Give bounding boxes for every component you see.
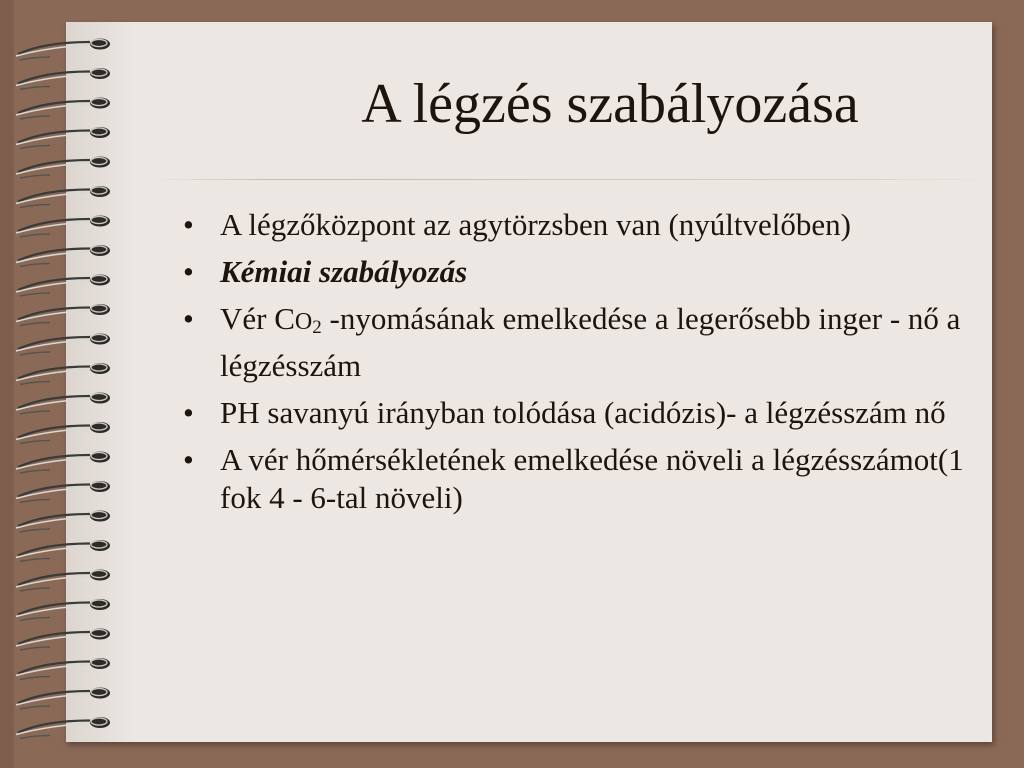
bullet-text-prefix: Vér C	[220, 301, 295, 336]
bullet-list	[183, 206, 993, 526]
spiral-ring	[16, 304, 110, 326]
spiral-ring	[16, 157, 110, 179]
bullet-text-suffix: -nyomásának emelkedése a legerősebb inger - nő a légzésszám	[220, 301, 961, 383]
spiral-ring	[16, 127, 110, 149]
bullet-text: A vér hőmérsékletének emelkedése növeli a légzésszámot(1 fok 4 - 6-tal növeli)	[220, 442, 964, 515]
bullet-text-o: O	[294, 309, 313, 335]
spiral-ring	[16, 186, 110, 208]
bullet-icon: •	[183, 301, 194, 336]
spiral-ring	[16, 245, 110, 267]
spiral-ring	[16, 629, 110, 651]
bullet-icon: •	[183, 254, 194, 289]
bullet-text: PH savanyú irányban tolódása (acidózis)- a légzésszám nő	[220, 395, 946, 430]
spiral-ring	[16, 216, 110, 238]
spiral-ring	[16, 717, 110, 739]
spiral-ring	[16, 275, 110, 297]
bullet-item	[183, 394, 993, 432]
bullet-item	[183, 253, 993, 291]
spiral-binding	[6, 18, 126, 748]
bullet-icon: •	[183, 207, 194, 242]
title-divider	[150, 179, 975, 180]
bullet-icon: •	[183, 442, 194, 477]
spiral-ring	[16, 422, 110, 444]
spiral-ring	[16, 658, 110, 680]
spiral-ring	[16, 570, 110, 592]
spiral-ring	[16, 511, 110, 533]
spiral-ring	[16, 540, 110, 562]
spiral-ring	[16, 363, 110, 385]
spiral-ring	[16, 688, 110, 710]
spiral-ring	[16, 393, 110, 415]
slide-title: A légzés szabályozása	[361, 73, 859, 135]
spiral-ring	[16, 452, 110, 474]
spiral-ring	[16, 68, 110, 90]
bullet-item	[183, 206, 993, 244]
bullet-text-subscript: 2	[312, 317, 322, 338]
spiral-ring	[16, 481, 110, 503]
bullet-item	[183, 300, 993, 385]
bullet-text-emphasized: Kémiai szabályozás	[220, 254, 468, 289]
bullet-icon: •	[183, 395, 194, 430]
spiral-ring	[16, 334, 110, 356]
spiral-ring	[16, 98, 110, 120]
spiral-ring	[16, 599, 110, 621]
bullet-item	[183, 441, 993, 517]
spiral-ring	[16, 39, 110, 61]
bullet-text: A légzőközpont az agytörzsben van (nyúltvelőben)	[220, 207, 851, 242]
